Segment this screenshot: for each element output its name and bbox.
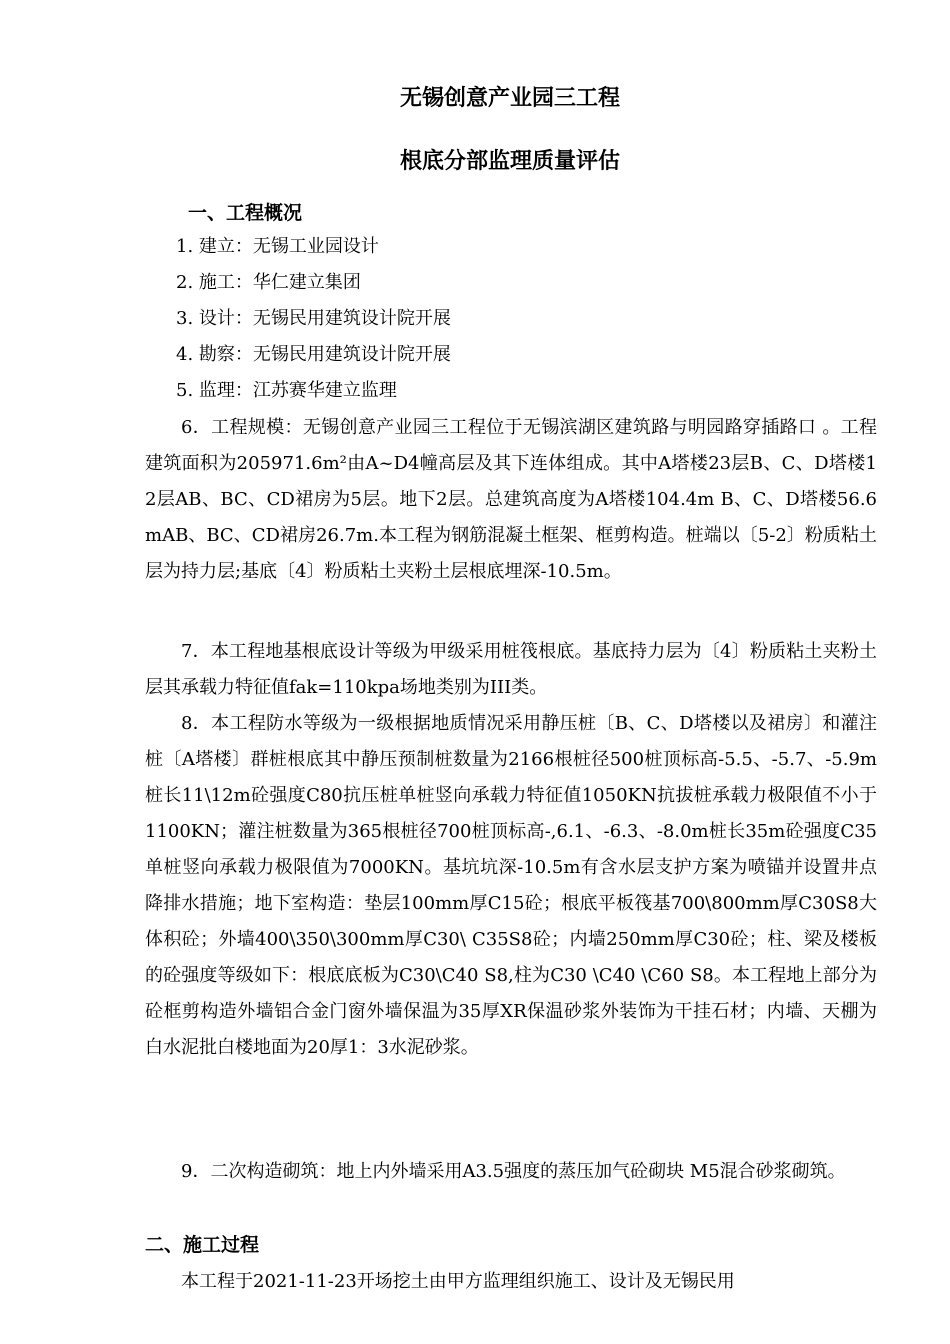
paragraph-foundation-grade: 7．本工程地基根底设计等级为甲级采用桩筏根底。基底持力层为〔4〕粉质粘土夹粉土层其承载力特征值fak=110kpa场地类别为III类。 <box>145 641 877 698</box>
overview-item-designer: 3. 设计：无锡民用建筑设计院开展 <box>176 308 451 329</box>
paragraph-construction-process: 本工程于2021-11-23开场挖土由甲方监理组织施工、设计及无锡民用 <box>181 1271 735 1292</box>
document-title: 无锡创意产业园三工程 <box>399 86 620 111</box>
paragraph-masonry: 9．二次构造砌筑：地上内外墙采用A3.5强度的蒸压加气砼砌块 M5混合砂浆砌筑。 <box>181 1161 846 1182</box>
overview-item-owner: 1. 建立：无锡工业园设计 <box>176 236 379 257</box>
document-subtitle: 根底分部监理质量评估 <box>399 149 620 174</box>
paragraph-project-scale: 6．工程规模：无锡创意产业园三工程位于无锡滨湖区建筑路与明园路穿插路口 。工程建筑面积为205971.6m²由A~D4幢高层及其下连体组成。其中A塔楼23层B、C、D塔楼12层AB、BC、CD裙房为5层。地下2层。总建筑高度为A塔楼104.4m B、C、D塔楼56.6mAB、BC、CD裙房26.7m.本工程为钢筋混凝土框架、框剪构造。桩端以〔5-2〕粉质粘土层为持力层;基底〔4〕粉质粘土夹粉土层根底埋深-10.5m。 <box>145 417 877 582</box>
overview-item-supervision: 5. 监理：江苏赛华建立监理 <box>176 380 397 401</box>
section-heading-overview: 一、工程概况 <box>188 202 303 224</box>
overview-item-survey: 4. 勘察：无锡民用建筑设计院开展 <box>176 344 451 365</box>
section-heading-construction: 二、施工过程 <box>145 1234 260 1256</box>
overview-item-contractor: 2. 施工：华仁建立集团 <box>176 272 361 293</box>
paragraph-waterproofing-piles: 8．本工程防水等级为一级根据地质情况采用静压桩〔B、C、D塔楼以及裙房〕和灌注桩〔A塔楼〕群桩根底其中静压预制桩数量为2166根桩径500桩顶标高-5.5、-5.7、-5.9m桩长11\12m砼强度C80抗压桩单桩竖向承载力特征值1050KN抗拔桩承载力极限值不小于1100KN；灌注桩数量为365根桩径700桩顶标高-,6.1、-6.3、-8.0m桩长35m砼强度C35单桩竖向承载力极限值为7000KN。基坑坑深-10.5m有含水层支护方案为喷锚并设置井点降排水措施；地下室构造：垫层100mm厚C15砼；根底平板筏基700\800mm厚C30S8大体积砼；外墙400\350\300mm厚C30\ C35S8砼；内墙250mm厚C30砼；柱、梁及楼板的砼强度等级如下：根底底板为C30\C40 S8,柱为C30 \C40 \C60 S8。本工程地上部分为砼框剪构造外墙铝合金门窗外墙保温为35厚XR保温砂浆外装饰为干挂石材；内墙、天棚为白水泥批白楼地面为20厚1：3水泥砂浆。 <box>145 713 877 1058</box>
